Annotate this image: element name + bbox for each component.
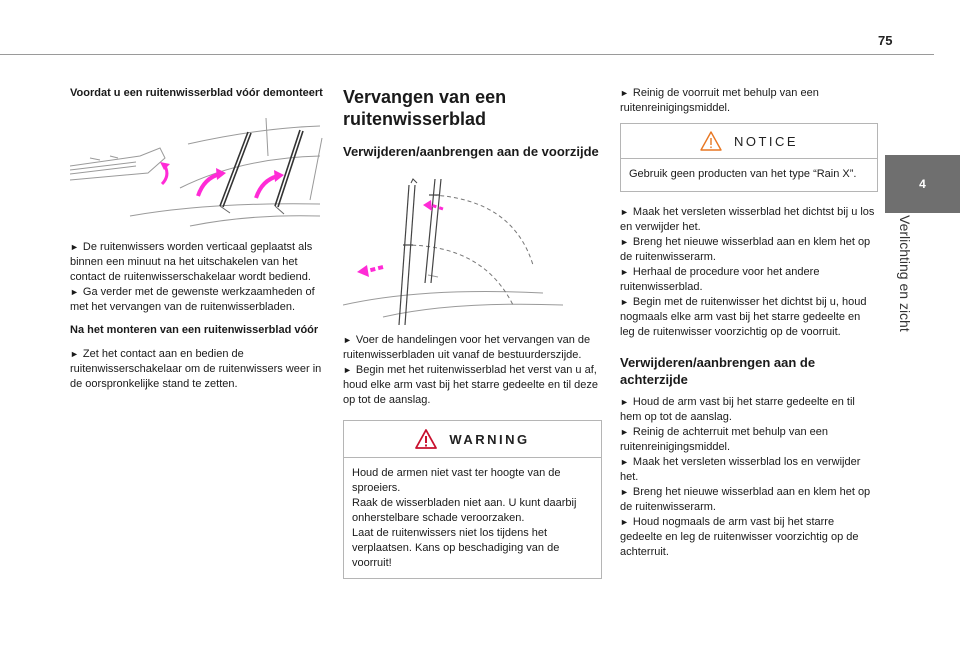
notice-text: Gebruik geen producten van het type “Rain X”. — [629, 168, 857, 180]
arrow-icon: ► — [70, 349, 79, 359]
step-item: ► Ga verder met de gewenste werkzaamheden of met het vervangen van de ruitenwisserbladen. — [70, 286, 315, 313]
arrow-icon: ► — [620, 237, 629, 247]
arrow-icon: ► — [343, 335, 352, 345]
header-rule — [0, 54, 934, 55]
warning-label: WARNING — [449, 431, 530, 447]
warning-box — [343, 420, 602, 579]
page-number: 75 — [878, 33, 893, 48]
arrow-icon: ► — [620, 397, 629, 407]
arrow-icon: ► — [620, 297, 629, 307]
warning-triangle-icon — [415, 429, 437, 449]
step-item: ► Begin met het ruitenwisserblad het verst van u af, houd elke arm vast bij het starre gedeelte en til deze op tot de aanslag. — [343, 364, 598, 406]
arrow-icon: ► — [620, 267, 629, 277]
step-item: ► De ruitenwissers worden verticaal geplaatst als binnen een minuut na het uitschakelen van het contact de ruitenwisserschakelaar wordt bediend. — [70, 241, 313, 283]
column-2 — [343, 86, 602, 579]
arrow-icon: ► — [620, 517, 629, 527]
step-item: ► Voer de handelingen voor het vervangen van de ruitenwisserbladen uit vanaf de bestuurderszijde. — [343, 334, 591, 361]
step-item: ► Maak het versleten wisserblad los en verwijder het. — [620, 456, 861, 483]
chapter-title-text: Verlichting en zicht — [897, 215, 913, 332]
chapter-tab[interactable] — [885, 155, 960, 213]
heading-rear-wiper: Verwijderen/aanbrengen aan de achterzijde — [620, 355, 816, 387]
chapter-number: 4 — [919, 177, 926, 191]
step-item: ► Begin met de ruitenwisser het dichtst bij u, houd nogmaals elke arm vast bij het starre gedeelte en leg de ruitenwisser voorzichtig op de voorruit. — [620, 296, 867, 338]
heading-before-removal: Voordat u een ruitenwisserblad vóór demonteert — [70, 87, 323, 99]
step-item: ► Breng het nieuwe wisserblad aan en klem het op de ruitenwisserarm. — [620, 486, 871, 513]
step-item: ► Breng het nieuwe wisserblad aan en klem het op de ruitenwisserarm. — [620, 236, 871, 263]
arrow-icon: ► — [620, 487, 629, 497]
arrow-icon: ► — [70, 287, 79, 297]
notice-box — [620, 123, 878, 192]
arrow-icon: ► — [620, 457, 629, 467]
heading-front-wiper: Verwijderen/aanbrengen aan de voorzijde — [343, 144, 599, 159]
chapter-title — [893, 215, 915, 355]
notice-label: NOTICE — [733, 133, 799, 149]
wiper-vertical-figure — [70, 118, 328, 236]
front-wiper-figure — [343, 175, 602, 325]
arrow-icon: ► — [620, 207, 629, 217]
arrow-icon: ► — [70, 242, 79, 252]
step-item: ► Herhaal de procedure voor het andere ruitenwisserblad. — [620, 266, 820, 293]
arrow-icon: ► — [620, 88, 629, 98]
arrow-icon: ► — [620, 427, 629, 437]
notice-header — [621, 124, 877, 159]
windscreen-wipers-illustration — [70, 118, 328, 236]
column-3 — [620, 86, 878, 560]
step-item: ► Reinig de voorruit met behulp van een ruitenreinigingsmiddel. — [620, 87, 819, 114]
step-item: ► Zet het contact aan en bedien de ruitenwisserschakelaar om de ruitenwissers weer in de oorspronkelijke stand te zetten. — [70, 348, 322, 390]
step-item: ► Houd nogmaals de arm vast bij het starre gedeelte en leg de ruitenwisser voorzichtig op de achterruit. — [620, 516, 859, 558]
arrow-icon: ► — [343, 365, 352, 375]
step-item: ► Maak het versleten wisserblad het dichtst bij u los en verwijder het. — [620, 206, 875, 233]
section-title: Vervangen van een ruitenwisserblad — [343, 87, 507, 129]
warning-text: Houd de armen niet vast ter hoogte van de sproeiers. Raak de wisserbladen niet aan. U kunt daarbij onherstelbare schade veroorzaken. Laat de ruitenwissers niet los tijdens het verplaatsen. Kans op beschadiging van de voorruit! — [352, 467, 577, 569]
front-wiper-removal-illustration — [343, 175, 602, 325]
step-item: ► Houd de arm vast bij het starre gedeelte en til hem op tot de aanslag. — [620, 396, 855, 423]
column-1 — [70, 86, 328, 392]
heading-after-install: Na het monteren van een ruitenwisserblad vóór — [70, 324, 319, 336]
step-item: ► Reinig de achterruit met behulp van een ruitenreinigingsmiddel. — [620, 426, 828, 453]
notice-triangle-icon — [700, 131, 722, 151]
warning-header — [344, 421, 601, 458]
